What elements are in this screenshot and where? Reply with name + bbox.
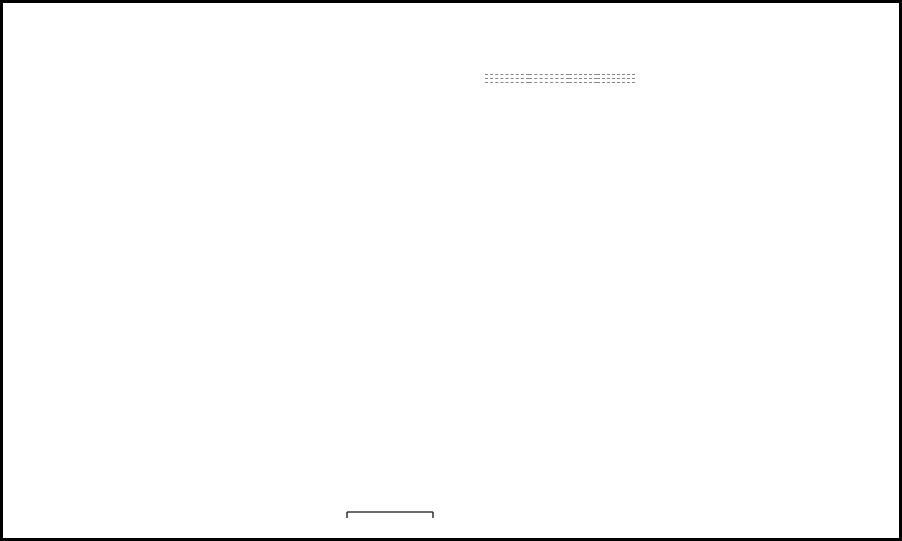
time-scalebar: [340, 503, 450, 533]
table-row: [485, 79, 635, 83]
misfit-reduction-chart: [640, 48, 902, 216]
nodal-plane-table: [485, 71, 635, 83]
best-fit-solution-panel: [485, 18, 645, 83]
beachball-icon: [500, 147, 650, 219]
station-map: [640, 212, 902, 532]
